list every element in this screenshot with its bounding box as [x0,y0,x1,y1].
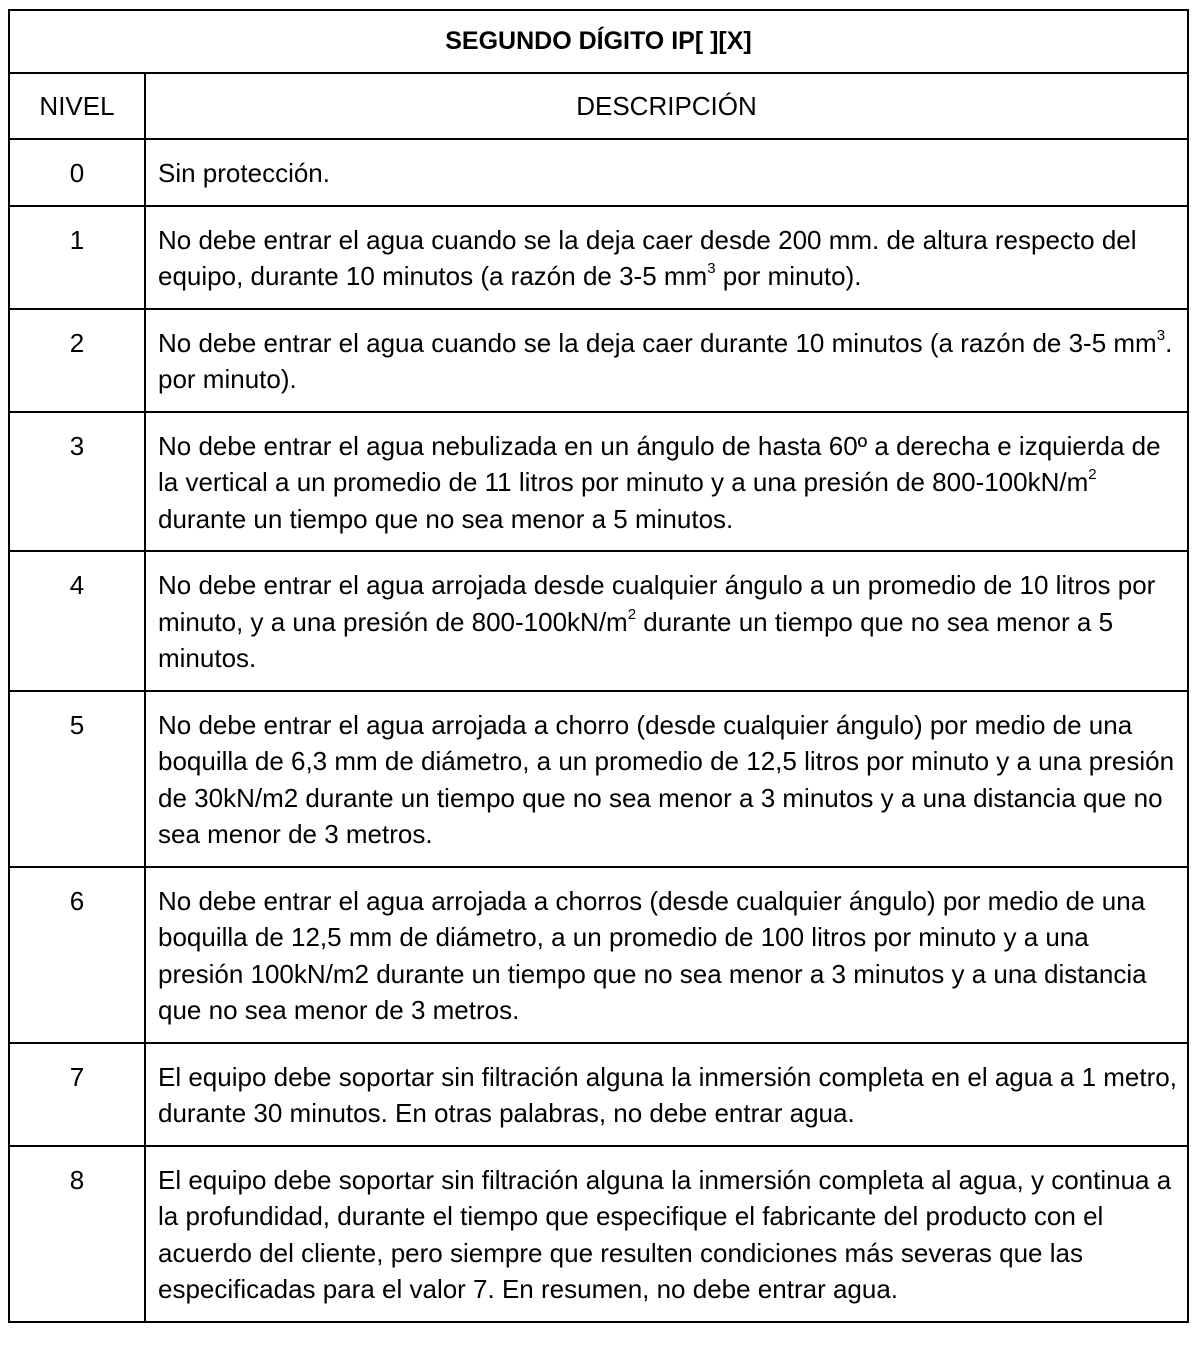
row-description [145,551,1188,691]
table-row [9,691,1188,867]
table-row [9,1043,1188,1146]
row-level: 3 [9,412,145,552]
row-level: 4 [9,551,145,691]
table-row [9,412,1188,552]
description-text: No debe entrar el agua nebulizada en un ángulo de hasta 60º a derecha e izquierda de la vertical a un promedio de 11 litros por minuto y a una presión de 800-100kN/m [158,430,1161,497]
table-title: SEGUNDO DÍGITO IP[ ][X] [9,10,1188,73]
row-description [145,691,1188,867]
table-row [9,867,1188,1043]
description-text: No debe entrar el agua cuando se la deja caer durante 10 minutos (a razón de 3-5 mm [158,327,1157,358]
row-description [145,412,1188,552]
row-description [145,1146,1188,1322]
description-text: . por minuto). [158,327,1173,394]
description-text: No debe entrar el agua arrojada a chorros (desde cualquier ángulo) por medio de una boquilla de 12,5 mm de diámetro, a un promedio de 100 litros por minuto y a una presión 100kN/m2 durante un tiempo que no sea menor a 3 minutos y a una distancia que no sea menor de 3 metros. [158,885,1147,1025]
description-text: El equipo debe soportar sin filtración alguna la inmersión completa al agua, y continua a la profundidad, durante el tiempo que especifique el fabricante del producto con el acuerdo del cliente, pero siempre que resulten condiciones más severas que las especificadas para el valor 7. En resumen, no debe entrar agua. [158,1164,1172,1304]
column-header-level: NIVEL [9,73,145,139]
table-row [9,1146,1188,1322]
superscript-exponent: 2 [627,605,637,623]
row-level: 8 [9,1146,145,1322]
table-title-row [9,10,1188,73]
description-text: durante un tiempo que no sea menor a 5 minutos. [158,503,734,534]
row-level: 1 [9,206,145,309]
description-text: No debe entrar el agua arrojada a chorro (desde cualquier ángulo) por medio de una boquilla de 6,3 mm de diámetro, a un promedio de 12,5 litros por minuto y a una presión de 30kN/m2 durante un tiempo que no sea menor a 3 minutos y a una distancia que no sea menor de 3 metros. [158,709,1175,849]
row-description [145,867,1188,1043]
description-text: durante un tiempo que no sea menor a 5 minutos. [158,606,1114,673]
row-description [145,1043,1188,1146]
row-level: 6 [9,867,145,1043]
table-row [9,206,1188,309]
row-level: 5 [9,691,145,867]
description-text: Sin protección. [158,158,330,188]
table-row [9,551,1188,691]
ip-second-digit-table [8,9,1189,1323]
row-description [145,139,1188,206]
row-description [145,206,1188,309]
superscript-exponent: 2 [1088,466,1097,484]
row-level: 7 [9,1043,145,1146]
table-row [9,139,1188,206]
column-header-description: DESCRIPCIÓN [145,73,1188,139]
description-text: No debe entrar el agua arrojada desde cualquier ángulo a un promedio de 10 litros por minuto, y a una presión de 800-100kN/m [158,570,1156,637]
description-text: No debe entrar el agua cuando se la deja caer desde 200 mm. de altura respecto del equipo, durante 10 minutos (a razón de 3-5 mm [158,224,1137,291]
table-row [9,309,1188,412]
table-body [9,10,1188,1322]
table-header-row [9,73,1188,139]
row-description [145,309,1188,412]
row-level: 2 [9,309,145,412]
superscript-exponent: 3 [1156,326,1166,344]
row-level: 0 [9,139,145,206]
description-text: por minuto). [715,261,862,291]
description-text: El equipo debe soportar sin filtración alguna la inmersión completa en el agua a 1 metro, durante 30 minutos. En otras palabras, no debe entrar agua. [158,1061,1177,1128]
superscript-exponent: 3 [707,260,716,278]
